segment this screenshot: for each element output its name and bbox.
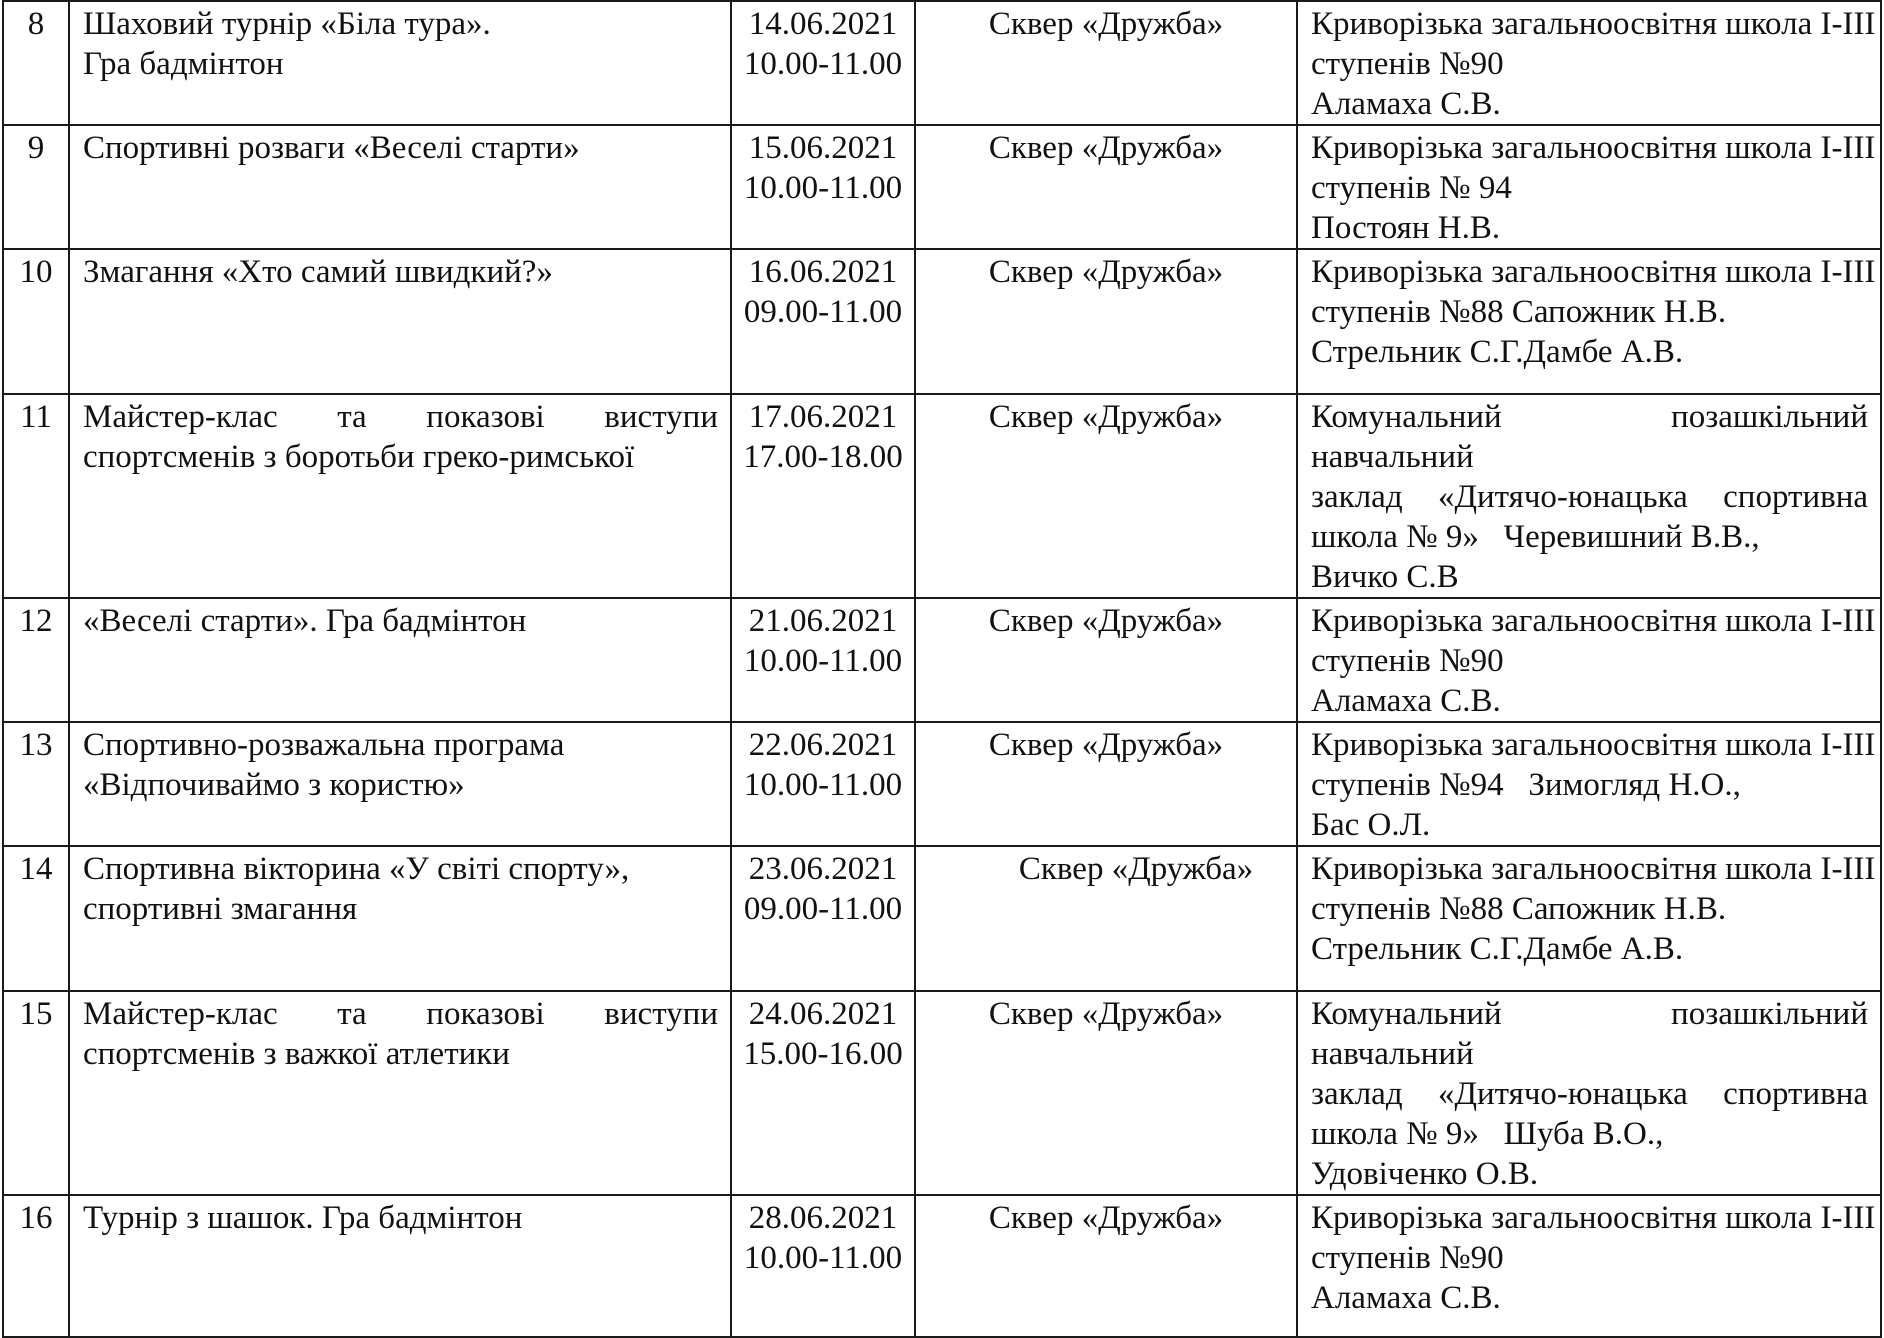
organizer-cell: Криворізька загальноосвітня школа І-ІІІ ступенів №88 Сапожник Н.В. Стрельник С.Г.Дамбе А.В. [1297, 249, 1881, 394]
place-cell: Сквер «Дружба» [915, 722, 1297, 846]
date-time-cell: 24.06.2021 15.00-16.00 [731, 991, 915, 1195]
row-number: 8 [3, 1, 69, 125]
row-number: 12 [3, 598, 69, 722]
date-time-cell: 15.06.2021 10.00-11.00 [731, 125, 915, 249]
event-cell: Майстер-клас та показові виступи спортсменів з важкої атлетики [69, 991, 731, 1195]
place-cell: Сквер «Дружба» [915, 1195, 1297, 1337]
table-row [3, 1, 1881, 125]
organizer-cell: Криворізька загальноосвітня школа І-ІІІ ступенів №94 Зимогляд Н.О., Бас О.Л. [1297, 722, 1881, 846]
event-cell: Майстер-клас та показові виступи спортсменів з боротьби греко-римської [69, 394, 731, 598]
event-cell: Спортивні розваги «Веселі старти» [69, 125, 731, 249]
document-page [2, 0, 1882, 1338]
row-number: 13 [3, 722, 69, 846]
place-cell: Сквер «Дружба» [915, 846, 1297, 991]
place-cell: Сквер «Дружба» [915, 1, 1297, 125]
place-cell: Сквер «Дружба» [915, 991, 1297, 1195]
table-row [3, 249, 1881, 394]
date-time-cell: 28.06.2021 10.00-11.00 [731, 1195, 915, 1337]
organizer-cell: Криворізька загальноосвітня школа І-ІІІ ступенів №90 Аламаха С.В. [1297, 1195, 1881, 1337]
row-number: 11 [3, 394, 69, 598]
place-cell: Сквер «Дружба» [915, 125, 1297, 249]
row-number: 10 [3, 249, 69, 394]
table-row [3, 722, 1881, 846]
row-number: 9 [3, 125, 69, 249]
place-cell: Сквер «Дружба» [915, 394, 1297, 598]
event-cell: Спортивно-розважальна програма «Відпочиваймо з користю» [69, 722, 731, 846]
organizer-cell: Криворізька загальноосвітня школа І-ІІІ ступенів №90 Аламаха С.В. [1297, 1, 1881, 125]
organizer-cell: Криворізька загальноосвітня школа І-ІІІ ступенів № 94 Постоян Н.В. [1297, 125, 1881, 249]
date-time-cell: 23.06.2021 09.00-11.00 [731, 846, 915, 991]
event-cell: Турнір з шашок. Гра бадмінтон [69, 1195, 731, 1337]
date-time-cell: 16.06.2021 09.00-11.00 [731, 249, 915, 394]
event-cell: Спортивна вікторина «У світі спорту», спортивні змагання [69, 846, 731, 991]
event-cell: Шаховий турнір «Біла тура». Гра бадмінтон [69, 1, 731, 125]
table-row [3, 125, 1881, 249]
row-number: 15 [3, 991, 69, 1195]
row-number: 14 [3, 846, 69, 991]
date-time-cell: 22.06.2021 10.00-11.00 [731, 722, 915, 846]
table-row [3, 991, 1881, 1195]
table-row [3, 1195, 1881, 1337]
organizer-cell: Криворізька загальноосвітня школа І-ІІІ ступенів №88 Сапожник Н.В. Стрельник С.Г.Дамбе А.В. [1297, 846, 1881, 991]
events-table [2, 0, 1882, 1338]
table-row [3, 598, 1881, 722]
date-time-cell: 17.06.2021 17.00-18.00 [731, 394, 915, 598]
event-cell: «Веселі старти». Гра бадмінтон [69, 598, 731, 722]
place-cell: Сквер «Дружба» [915, 598, 1297, 722]
table-row [3, 846, 1881, 991]
event-cell: Змагання «Хто самий швидкий?» [69, 249, 731, 394]
date-time-cell: 14.06.2021 10.00-11.00 [731, 1, 915, 125]
table-row [3, 394, 1881, 598]
organizer-cell: Комунальний позашкільний навчальний заклад «Дитячо-юнацька спортивна школа № 9» Черевишний В.В., Вичко С.В [1297, 394, 1881, 598]
organizer-cell: Комунальний позашкільний навчальний заклад «Дитячо-юнацька спортивна школа № 9» Шуба В.О., Удовіченко О.В. [1297, 991, 1881, 1195]
date-time-cell: 21.06.2021 10.00-11.00 [731, 598, 915, 722]
row-number: 16 [3, 1195, 69, 1337]
organizer-cell: Криворізька загальноосвітня школа І-ІІІ ступенів №90 Аламаха С.В. [1297, 598, 1881, 722]
place-cell: Сквер «Дружба» [915, 249, 1297, 394]
